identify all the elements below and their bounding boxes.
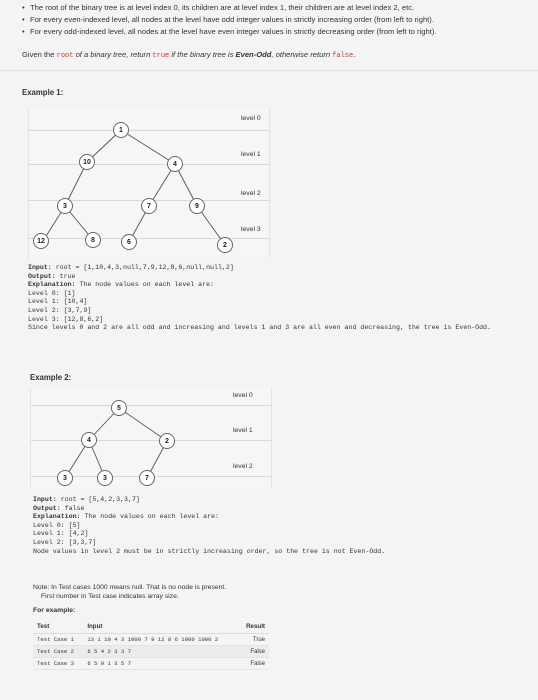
tree-node: 9 (189, 198, 205, 214)
input-cell: 13 1 10 4 3 1000 7 9 12 8 6 1000 1000 2 (83, 634, 239, 646)
tree-node: 1 (113, 122, 129, 138)
for-example-heading: For example: (33, 607, 76, 614)
table-row (33, 646, 269, 658)
example2-tree-diagram (30, 388, 272, 488)
tree-node: 12 (33, 233, 49, 249)
test-cell: Test Case 1 (33, 634, 83, 646)
false-code: false (332, 52, 354, 60)
test-cell: Test Case 2 (33, 646, 83, 658)
column-header: Result (239, 620, 269, 634)
example2-title: Example 2: (30, 373, 72, 382)
input-cell: 6 5 9 1 3 5 7 (83, 658, 239, 670)
rule-text: For every odd-indexed level, all nodes at the level have even integer values in strictly decreasing order (from left to right). (30, 27, 437, 36)
example1-tree-diagram (28, 108, 270, 258)
tree-node: 3 (57, 470, 73, 486)
level-label: level 1 (233, 427, 253, 434)
table-row (33, 658, 269, 670)
rule-item (22, 14, 532, 26)
level-label: level 3 (241, 226, 261, 233)
tree-node: 3 (57, 198, 73, 214)
example1-output: true (59, 272, 76, 280)
even-odd-emphasis: Even-Odd (235, 50, 272, 59)
rule-text: For every even-indexed level, all nodes at the level have odd integer values in strictly increasing order (from left to right). (30, 15, 434, 24)
tree-edges (29, 108, 269, 258)
example1-details: Input: root = [1,10,4,3,null,7,9,12,8,6,null,null,2] Output: true Explanation: The node values on each level are: Level 0: [1] Level 1: [10,4] Level 2: [3,7,9] Level 3: [12,8,6,2] Since levels 0 and 2 are all odd and increasing and levels 1 and 3 are all even and decreasing, the tree is Even-Odd. (28, 264, 491, 332)
input-cell: 6 5 4 2 3 3 7 (83, 646, 239, 658)
rule-text: The root of the binary tree is at level index 0, its children are at level index 1, their children are at level index 2, etc. (30, 3, 415, 12)
result-cell: False (239, 646, 269, 658)
result-cell: False (239, 658, 269, 670)
tree-node: 2 (217, 237, 233, 253)
tree-node: 2 (159, 433, 175, 449)
column-header: Input (83, 620, 239, 634)
test-case-table (33, 620, 269, 670)
example2-input: root = [5,4,2,3,3,7] (60, 496, 140, 503)
true-code: true (152, 52, 170, 60)
rule-item (22, 26, 532, 38)
example1-title: Example 1: (22, 88, 64, 97)
rule-item (22, 2, 532, 14)
level-label: level 1 (241, 151, 261, 158)
level-label: level 0 (241, 115, 261, 122)
level-label: level 2 (233, 463, 253, 470)
example2-output: false (64, 504, 85, 512)
root-code: root (56, 52, 74, 60)
level-label: level 0 (233, 392, 253, 399)
problem-statement: Given the root of a binary tree, return true if the binary tree is Even-Odd, otherwise return false. (22, 50, 356, 60)
tree-node: 3 (97, 470, 113, 486)
test-cell: Test Case 3 (33, 658, 83, 670)
divider (0, 70, 538, 71)
tree-node: 7 (141, 198, 157, 214)
table-row (33, 634, 269, 646)
tree-edge (121, 130, 175, 164)
example1-input: root = [1,10,4,3,null,7,9,12,8,6,null,null,2] (55, 264, 234, 271)
tree-node: 8 (85, 232, 101, 248)
tree-node: 7 (139, 470, 155, 486)
tree-node: 4 (81, 432, 97, 448)
level-label: level 2 (241, 190, 261, 197)
tree-node: 6 (121, 234, 137, 250)
tree-node: 10 (79, 154, 95, 170)
column-header: Test (33, 620, 83, 634)
result-cell: True (239, 634, 269, 646)
example2-details: Input: root = [5,4,2,3,3,7] Output: false Explanation: The node values on each level are: Level 0: [5] Level 1: [4,2] Level 2: [3,3,7] Node values in level 2 must be in strictly increasing order, so the tree is not Even-Odd. (33, 496, 386, 555)
tree-node: 5 (111, 400, 127, 416)
table-header-row (33, 620, 269, 634)
rules-list (22, 2, 532, 38)
test-case-note: Note: In Test cases 1000 means null. That is no node is present. First number in Test case indicates array size. (33, 584, 227, 600)
tree-node: 4 (167, 156, 183, 172)
